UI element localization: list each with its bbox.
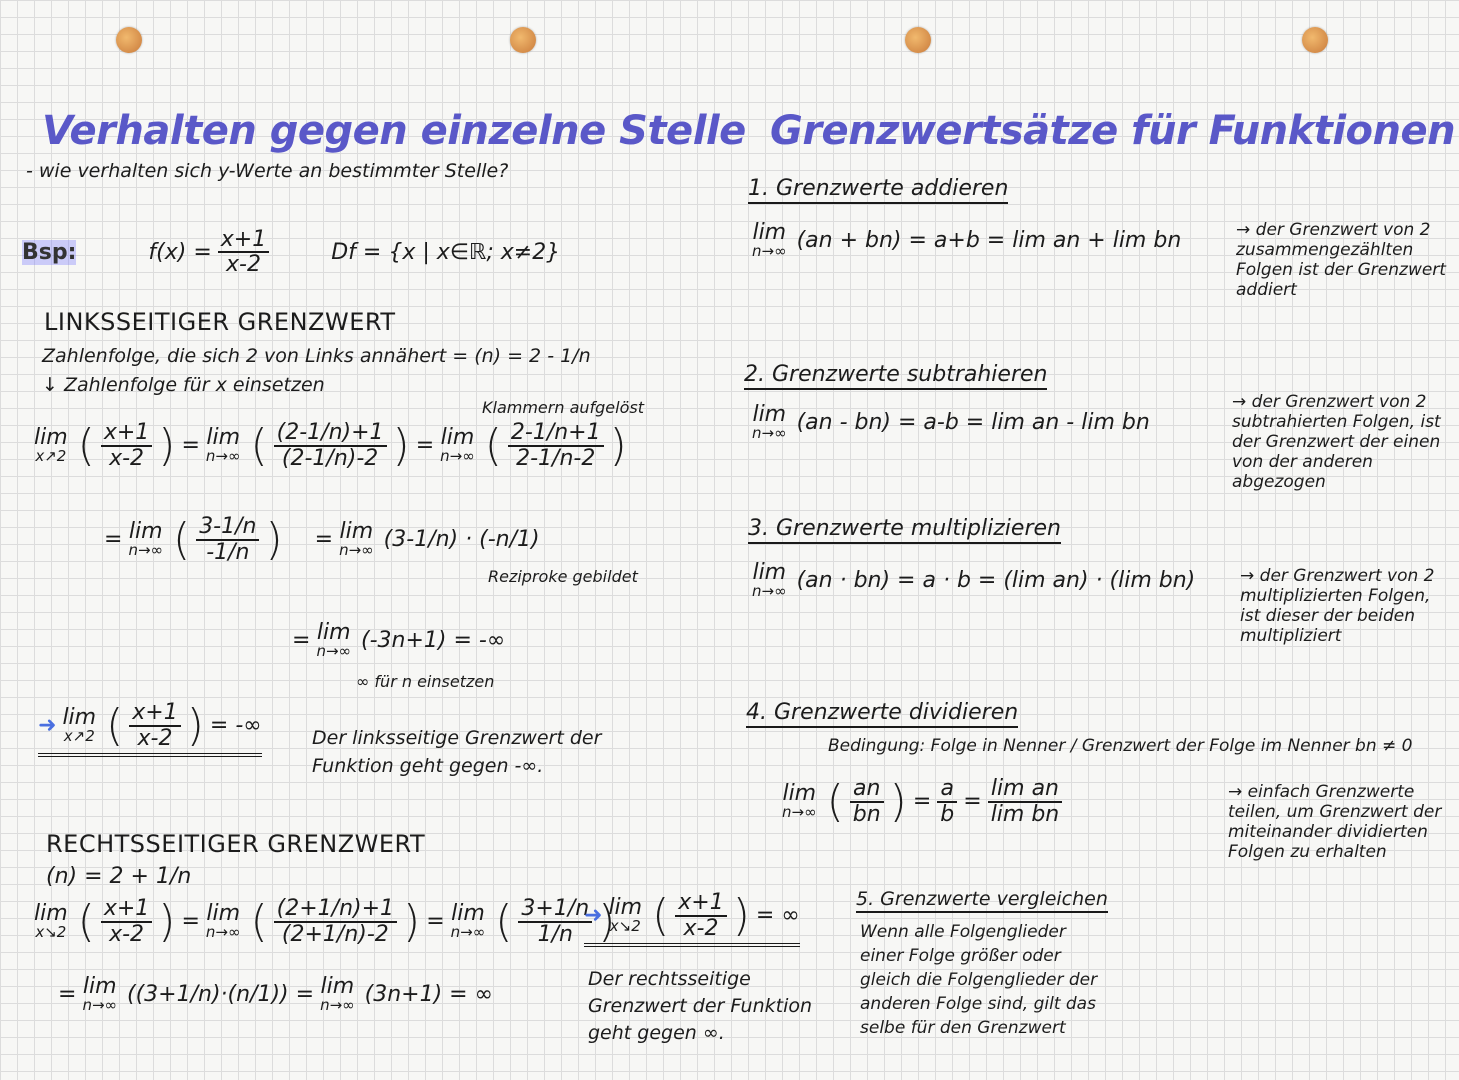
left-title: Verhalten gegen einzelne Stelle xyxy=(42,108,746,154)
rule1-heading: 1. Grenzwerte addieren xyxy=(748,176,1008,204)
left-limit-line3: = lim n→∞ (-3n+1) = -∞ xyxy=(292,620,506,660)
rule1-note: → der Grenzwert von 2 zusammengezählten Folgen ist der Grenzwert addiert xyxy=(1236,220,1446,300)
punch-hole xyxy=(1302,27,1328,53)
rule4-heading: 4. Grenzwerte dividieren xyxy=(746,700,1018,728)
left-limit-result: ➜ lim x↗2 ( $\frac{x+1}{x-2}$ ) = -∞ xyxy=(38,700,262,757)
right-limit-heading: RECHTSSEITIGER GRENZWERT xyxy=(46,830,426,858)
reziproke-note: Reziproke gebildet xyxy=(488,567,638,586)
example-definition xyxy=(22,228,560,276)
punch-hole xyxy=(905,27,931,53)
rule4-note: → einfach Grenzwerte teilen, um Grenzwert der miteinander dividierten Folgen zu erhalten xyxy=(1228,782,1442,862)
left-limit-conclusion: Der linksseitige Grenzwert der Funktion geht gegen -∞. xyxy=(312,727,602,777)
rule3-formula: lim n→∞ (an · bn) = a · b = (lim an) · (lim bn) xyxy=(752,560,1196,600)
klammern-note: Klammern aufgelöst xyxy=(482,398,644,417)
rule2-heading: 2. Grenzwerte subtrahieren xyxy=(744,362,1047,390)
left-limit-desc: Zahlenfolge, die sich 2 von Links annähert = (n) = 2 - 1/n xyxy=(42,345,591,367)
rule5-text: Wenn alle Folgenglieder einer Folge größer oder gleich die Folgenglieder der anderen Folge sind, gilt das selbe für den Grenzwert xyxy=(860,922,1098,1038)
left-limit-heading: LINKSSEITIGER GRENZWERT xyxy=(44,308,396,336)
function-name: f(x) = xyxy=(148,239,212,265)
rule5-heading: 5. Grenzwerte vergleichen xyxy=(856,888,1108,913)
right-title: Grenzwertsätze für Funktionen xyxy=(770,108,1456,154)
punch-hole xyxy=(510,27,536,53)
left-limit-line1: lim x↗2 ( $\frac{x+1}{x-2}$ ) = lim n→∞ ( $\frac{(2-1/n)+1}{(2-1/n)-2}$ ) = lim n→∞ ( $\frac{2-1/n+1}{2-1/n-2}$ ) xyxy=(34,420,627,471)
example-label: Bsp: xyxy=(22,239,77,265)
rule4-formula: lim n→∞ ( $\frac{an}{bn}$ ) = $\frac{a}{b}$ = $\frac{\text{lim an}}{\text{lim bn}}$ xyxy=(782,776,1062,827)
rule3-heading: 3. Grenzwerte multiplizieren xyxy=(748,516,1061,544)
right-limit-seq: (n) = 2 + 1/n xyxy=(46,864,192,889)
punch-hole xyxy=(116,27,142,53)
left-limit-line2: = lim n→∞ ( $\frac{3-1/n}{-1/n}$ ) = lim n→∞ (3-1/n) · (-n/1) xyxy=(104,514,540,565)
rule3-note: → der Grenzwert von 2 multiplizierten Folgen, ist dieser der beiden multipliziert xyxy=(1240,566,1435,646)
right-limit-result: ➜ lim x↘2 ( $\frac{x+1}{x-2}$ ) = ∞ xyxy=(584,890,800,947)
rule1-formula: lim n→∞ (an + bn) = a+b = lim an + lim bn xyxy=(752,220,1182,260)
rule2-note: → der Grenzwert von 2 subtrahierten Folgen, ist der Grenzwert der einen von der anderen abgezogen xyxy=(1232,392,1441,492)
function-fraction: $\frac{x+1}{x-2}$ xyxy=(218,228,269,276)
domain: Df = {x | x∈ℝ; x≠2} xyxy=(331,239,561,265)
infty-note: ∞ für n einsetzen xyxy=(356,672,495,691)
right-limit-conclusion: Der rechtsseitige Grenzwert der Funktion geht gegen ∞. xyxy=(588,968,813,1044)
right-limit-line1: lim x↘2 ( $\frac{x+1}{x-2}$ ) = lim n→∞ ( $\frac{(2+1/n)+1}{(2+1/n)-2}$ ) = lim n→∞ ( $\frac{3+1/n}{1/n}$ ) xyxy=(34,896,616,947)
right-limit-line2: = lim n→∞ ((3+1/n)·(n/1)) = lim n→∞ (3n+1) = ∞ xyxy=(58,974,493,1014)
intro-text: - wie verhalten sich y-Werte an bestimmter Stelle? xyxy=(26,160,509,182)
rule2-formula: lim n→∞ (an - bn) = a-b = lim an - lim bn xyxy=(752,402,1150,442)
left-limit-desc2: ↓ Zahlenfolge für x einsetzen xyxy=(42,374,325,396)
rule4-condition: Bedingung: Folge in Nenner / Grenzwert der Folge im Nenner bn ≠ 0 xyxy=(828,736,1413,756)
